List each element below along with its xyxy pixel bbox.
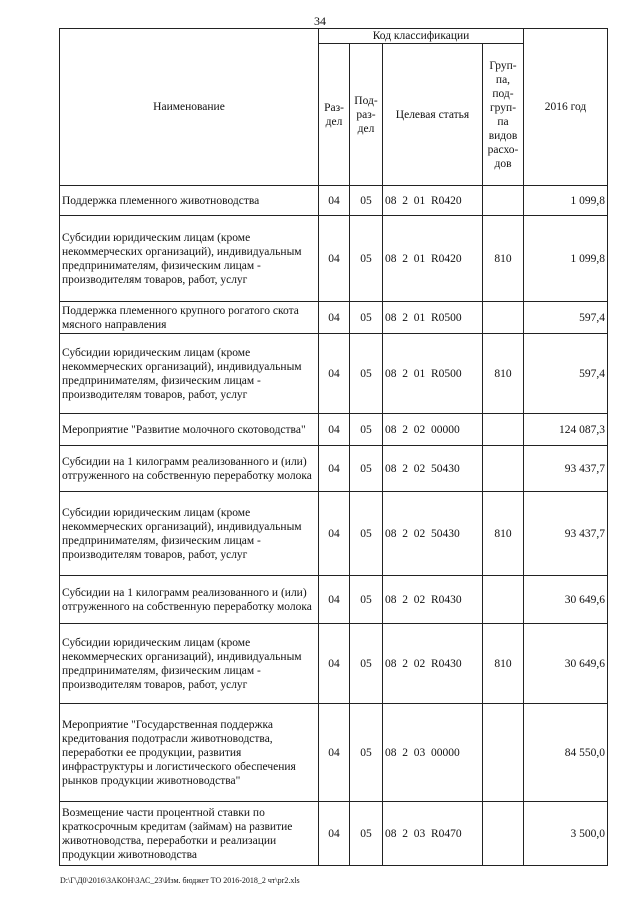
row-name: Мероприятие "Развитие молочного скотоводства": [60, 414, 319, 446]
table-row: [60, 334, 608, 414]
row-podrazdel: 05: [350, 334, 383, 414]
row-amount: 30 649,6: [524, 576, 608, 624]
row-name: Мероприятие "Государственная поддержка кредитования подотрасли животноводства, переработки ее продукции, развития инфраструктуры и логистического обеспечения рынков продукции животноводства": [60, 704, 319, 802]
footer-file-path: D:\Г\Д0\2016\ЗАКОН\ЗАС_23\Изм. бюджет ТО 2016-2018_2 чт\pr2.xls: [60, 876, 300, 885]
budget-table: [59, 28, 608, 866]
row-vid: [483, 576, 524, 624]
row-podrazdel: 05: [350, 216, 383, 302]
row-razdel: 04: [319, 704, 350, 802]
row-target: 08 2 01 R0500: [383, 334, 483, 414]
row-target: 08 2 02 R0430: [383, 624, 483, 704]
row-amount: 1 099,8: [524, 216, 608, 302]
row-amount: 84 550,0: [524, 704, 608, 802]
row-podrazdel: 05: [350, 446, 383, 492]
row-name: Субсидии на 1 килограмм реализованного и (или) отгруженного на собственную переработку молока: [60, 576, 319, 624]
table-row: [60, 802, 608, 866]
header-group: [483, 44, 524, 186]
table-row: [60, 414, 608, 446]
header-section: [319, 44, 350, 186]
header-subsection: [350, 44, 383, 186]
row-podrazdel: 05: [350, 704, 383, 802]
row-razdel: 04: [319, 802, 350, 866]
header-section-text: Раз- дел: [324, 101, 344, 128]
header-group-text: Груп- па, под- груп- па видов расхо- дов: [487, 59, 519, 170]
row-vid: [483, 302, 524, 334]
row-razdel: 04: [319, 216, 350, 302]
row-amount: 30 649,6: [524, 624, 608, 704]
row-amount: 93 437,7: [524, 446, 608, 492]
row-podrazdel: 05: [350, 186, 383, 216]
row-amount: 93 437,7: [524, 492, 608, 576]
row-razdel: 04: [319, 334, 350, 414]
row-amount: 597,4: [524, 302, 608, 334]
row-amount: 124 087,3: [524, 414, 608, 446]
row-razdel: 04: [319, 186, 350, 216]
header-code: Код классификации: [319, 29, 524, 44]
header-subsection-text: Под- раз- дел: [354, 94, 378, 135]
row-name: Субсидии юридическим лицам (кроме некоммерческих организаций), индивидуальным предпринимателям, физическим лицам - производителям товаров, работ, услуг: [60, 334, 319, 414]
row-vid: [483, 446, 524, 492]
row-name: Субсидии юридическим лицам (кроме некоммерческих организаций), индивидуальным предпринимателям, физическим лицам - производителям товаров, работ, услуг: [60, 216, 319, 302]
row-target: 08 2 03 00000: [383, 704, 483, 802]
row-vid: 810: [483, 216, 524, 302]
table-row: [60, 186, 608, 216]
row-name: Субсидии юридическим лицам (кроме некоммерческих организаций), индивидуальным предпринимателям, физическим лицам - производителям товаров, работ, услуг: [60, 624, 319, 704]
row-name: Субсидии на 1 килограмм реализованного и (или) отгруженного на собственную переработку молока: [60, 446, 319, 492]
row-name: Поддержка племенного крупного рогатого скота мясного направления: [60, 302, 319, 334]
row-podrazdel: 05: [350, 414, 383, 446]
row-vid: [483, 802, 524, 866]
row-razdel: 04: [319, 302, 350, 334]
row-vid: [483, 414, 524, 446]
table-row: [60, 446, 608, 492]
row-vid: 810: [483, 624, 524, 704]
row-target: 08 2 02 50430: [383, 446, 483, 492]
row-podrazdel: 05: [350, 802, 383, 866]
row-razdel: 04: [319, 414, 350, 446]
header-year: 2016 год: [524, 29, 608, 186]
row-vid: [483, 704, 524, 802]
table-row: [60, 216, 608, 302]
row-target: 08 2 02 50430: [383, 492, 483, 576]
row-target: 08 2 03 R0470: [383, 802, 483, 866]
row-target: 08 2 02 R0430: [383, 576, 483, 624]
row-razdel: 04: [319, 624, 350, 704]
row-target: 08 2 01 R0420: [383, 186, 483, 216]
table-row: [60, 624, 608, 704]
row-amount: 597,4: [524, 334, 608, 414]
row-vid: 810: [483, 334, 524, 414]
table-row: [60, 704, 608, 802]
header-name: Наименование: [60, 29, 319, 186]
row-razdel: 04: [319, 492, 350, 576]
row-name: Поддержка племенного животноводства: [60, 186, 319, 216]
row-target: 08 2 01 R0500: [383, 302, 483, 334]
table-row: [60, 492, 608, 576]
row-amount: 1 099,8: [524, 186, 608, 216]
row-podrazdel: 05: [350, 624, 383, 704]
row-podrazdel: 05: [350, 302, 383, 334]
row-razdel: 04: [319, 576, 350, 624]
row-podrazdel: 05: [350, 576, 383, 624]
row-vid: 810: [483, 492, 524, 576]
row-amount: 3 500,0: [524, 802, 608, 866]
row-target: 08 2 01 R0420: [383, 216, 483, 302]
row-target: 08 2 02 00000: [383, 414, 483, 446]
table-row: [60, 576, 608, 624]
row-name: Возмещение части процентной ставки по краткосрочным кредитам (займам) на развитие животноводства, переработки и реализации продукции животноводства: [60, 802, 319, 866]
row-name: Субсидии юридическим лицам (кроме некоммерческих организаций), индивидуальным предпринимателям, физическим лицам - производителям товаров, работ, услуг: [60, 492, 319, 576]
table-row: [60, 302, 608, 334]
page-number: 34: [314, 14, 326, 28]
row-podrazdel: 05: [350, 492, 383, 576]
row-razdel: 04: [319, 446, 350, 492]
row-vid: [483, 186, 524, 216]
header-target: Целевая статья: [383, 44, 483, 186]
